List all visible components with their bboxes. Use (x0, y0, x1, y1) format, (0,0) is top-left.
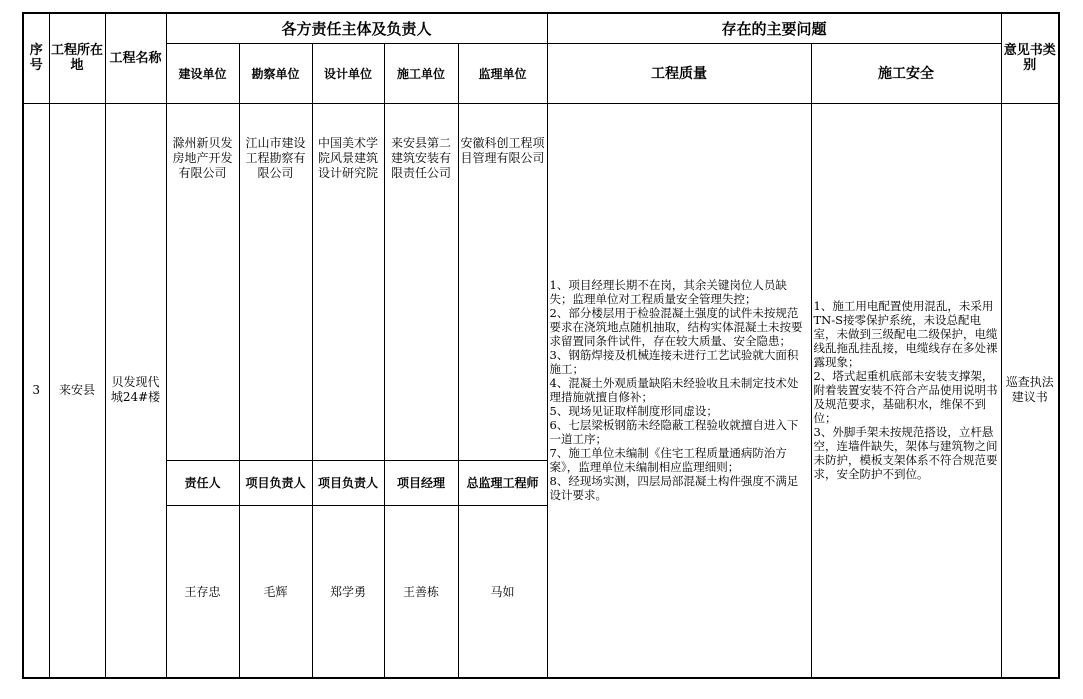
company-supervisor: 安徽科创工程项目管理有限公司 (458, 103, 547, 460)
person-builder: 王善栋 (384, 505, 458, 678)
row-location: 来安县 (49, 103, 105, 678)
header-party-survey: 勘察单位 (239, 43, 312, 103)
inspection-table (22, 12, 1060, 679)
safety-issue: 1、施工用电配置使用混乱，未采用TN-S接零保护系统，未设总配电室，未做到三级配电二级保护，电缆线乱拖乱挂乱接，电缆线存在多处裸露现象； (813, 299, 998, 370)
header-project-name: 工程名称 (105, 13, 166, 103)
header-safety: 施工安全 (811, 43, 1001, 103)
role-project-manager: 项目经理 (384, 460, 458, 505)
quality-issue: 8、经现场实测，四层局部混凝土构件强度不满足设计要求。 (549, 474, 799, 503)
row-project-name: 贝发现代城24#楼 (105, 103, 166, 678)
header-location: 工程所在地 (49, 13, 105, 103)
person-construction: 王存忠 (166, 505, 239, 678)
person-supervisor: 马如 (458, 505, 547, 678)
role-responsible: 责任人 (166, 460, 239, 505)
company-design: 中国美术学院风景建筑设计研究院 (312, 103, 384, 460)
company-builder: 来安县第二建筑安装有限责任公司 (384, 103, 458, 460)
header-party-supervisor: 监理单位 (458, 43, 547, 103)
company-construction: 滁州新贝发房地产开发有限公司 (166, 103, 239, 460)
quality-issue: 6、七层梁板钢筋未经隐蔽工程验收就擅自进入下一道工序； (549, 418, 799, 447)
role-project-lead-survey: 项目负责人 (239, 460, 312, 505)
quality-issue: 1、项目经理长期不在岗，其余关键岗位人员缺失；监理单位对工程质量安全管理失控； (549, 278, 787, 307)
header-opinion-type: 意见书类别 (1001, 13, 1059, 103)
row-seq: 3 (23, 103, 49, 678)
quality-issue: 5、现场见证取样制度形同虚设； (549, 404, 718, 419)
header-seq: 序号 (23, 13, 49, 103)
quality-issue: 3、钢筋焊接及机械连接未进行工艺试验就大面积施工； (549, 348, 799, 377)
header-issues-group: 存在的主要问题 (547, 13, 1001, 43)
person-design: 郑学勇 (312, 505, 384, 678)
quality-issue: 7、施工单位未编制《住宅工程质量通病防治方案》，监理单位未编制相应监理细则； (549, 446, 787, 475)
role-project-lead-design: 项目负责人 (312, 460, 384, 505)
person-survey: 毛辉 (239, 505, 312, 678)
header-quality: 工程质量 (547, 43, 811, 103)
row-opinion-type: 巡查执法建议书 (1001, 103, 1059, 678)
company-survey: 江山市建设工程勘察有限公司 (239, 103, 312, 460)
safety-issue: 2、塔式起重机底部未安装支撑架，附着装置安装不符合产品使用说明书及规范要求，基础积水，维保不到位； (813, 369, 998, 426)
header-party-design: 设计单位 (312, 43, 384, 103)
role-chief-supervisor: 总监理工程师 (458, 460, 547, 505)
quality-issue: 4、混凝土外观质量缺陷未经验收且未制定技术处理措施就擅自修补； (549, 376, 799, 405)
header-parties-group: 各方责任主体及负责人 (166, 13, 547, 43)
header-party-construction: 建设单位 (166, 43, 239, 103)
quality-issue: 2、部分楼层用于检验混凝土强度的试件未按规范要求在浇筑地点随机抽取，结构实体混凝土未按要求留置同条件试件，存在较大质量、安全隐患； (549, 306, 803, 349)
safety-issues (811, 103, 1001, 678)
quality-issues (547, 103, 811, 678)
header-party-builder: 施工单位 (384, 43, 458, 103)
safety-issue: 3、外脚手架未按规范搭设，立杆悬空，连墙件缺失，架体与建筑物之间未防护，模板支架体系不符合规范要求，安全防护不到位。 (813, 425, 998, 482)
